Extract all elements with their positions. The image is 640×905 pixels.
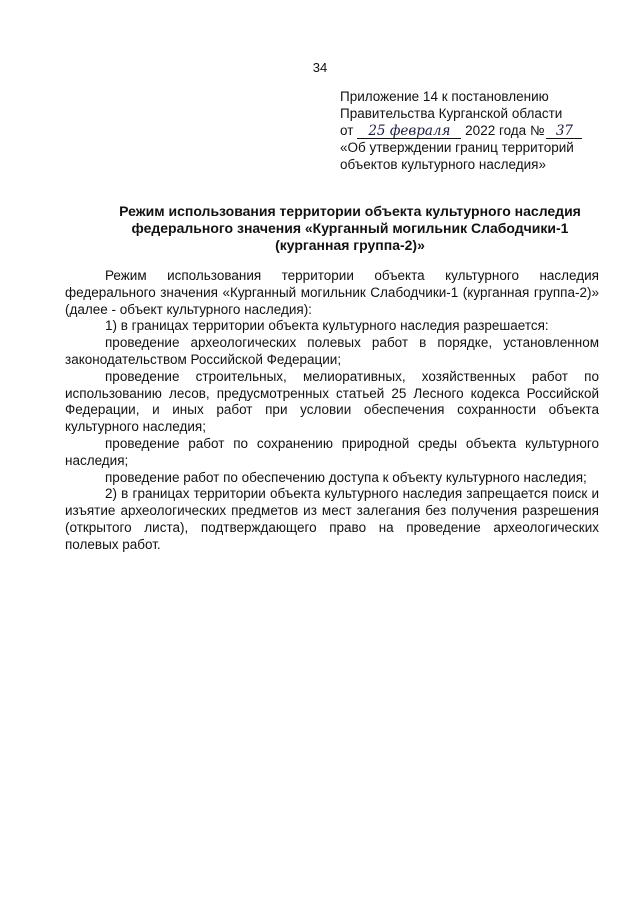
paragraph-allowed-access: проведение работ по обеспечению доступа к объекту культурного наследия; bbox=[105, 469, 587, 485]
title-line-1: Режим использования территории объекта культурного наследия bbox=[119, 203, 581, 219]
title-line-2: федерального значения «Курганный могильник Слабодчики-1 bbox=[131, 220, 569, 236]
paragraph-allowed-nature: проведение работ по сохранению природной среды объекта культурного наследия; bbox=[65, 435, 599, 468]
page-number: 34 bbox=[312, 60, 328, 75]
paragraph-prohibited: 2) в границах территории объекта культурного наследия запрещается поиск и изъятие археологических предметов из мест залегания без получения разрешения (открытого листа), подтверждающего право на проведение археологических полевых работ. bbox=[65, 486, 599, 552]
paragraph-intro: Режим использования территории объекта культурного наследия федерального значения «Курганный могильник Слабодчики-1 (курганная группа-2)» (далее - объект культурного наследия): bbox=[65, 268, 599, 317]
handwritten-date: 25 февраля bbox=[357, 124, 461, 139]
year-text: 2022 года bbox=[465, 123, 527, 138]
number-sign: № bbox=[529, 123, 545, 138]
paragraph-allowed-construction: проведение строительных, мелиоративных, хозяйственных работ по использованию лесов, предусмотренных статьей 25 Лесного кодекса Российской Федерации, и иных работ при условии обеспечения сохранности объекта культурного наследия; bbox=[65, 368, 599, 435]
paragraph-allowed-archaeology: проведение археологических полевых работ в порядке, установленном законодательством Российской Федерации; bbox=[65, 335, 599, 367]
document-title bbox=[90, 203, 610, 254]
paragraph-allowed-heading: 1) в границах территории объекта культурного наследия разрешается: bbox=[105, 318, 549, 334]
appendix-line-2: Правительства Курганской области bbox=[340, 106, 563, 121]
appendix-line-5: объектов культурного наследия» bbox=[340, 157, 546, 172]
document-body bbox=[65, 268, 599, 554]
from-prefix: от bbox=[340, 123, 354, 138]
appendix-date-line bbox=[340, 122, 610, 139]
handwritten-number: 37 bbox=[546, 124, 582, 139]
appendix-header bbox=[340, 88, 610, 173]
appendix-line-1: Приложение 14 к постановлению bbox=[340, 89, 549, 104]
appendix-line-4: «Об утверждении границ территорий bbox=[340, 140, 574, 155]
title-line-3: (курганная группа-2)» bbox=[275, 237, 425, 253]
